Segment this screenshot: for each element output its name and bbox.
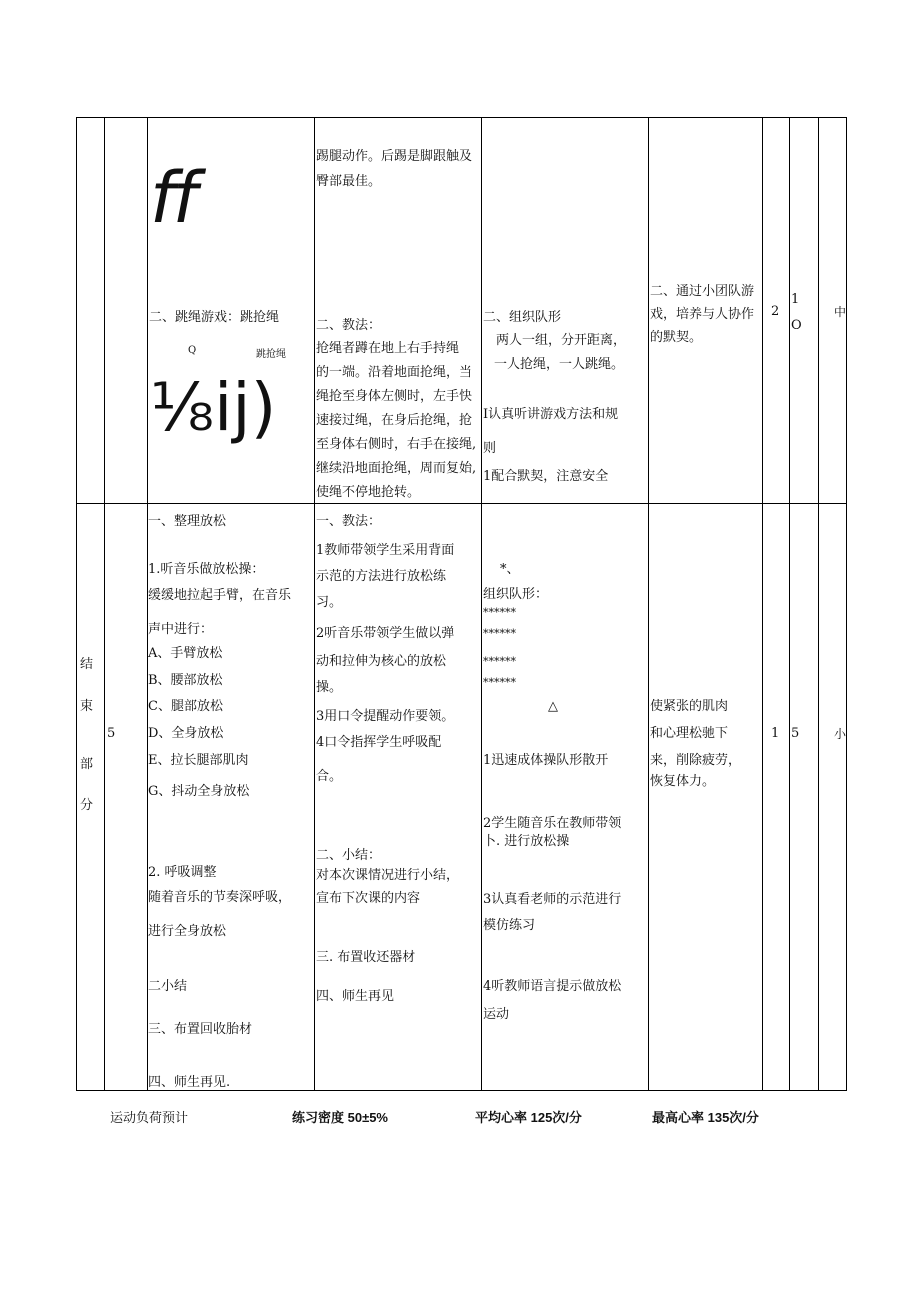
average-heart-rate: 平均心率 125次/分 [475,1110,582,1125]
intensity: 小 [834,727,847,741]
method-line: 2听音乐带领学生做以弹 [316,626,455,641]
org-line: 两人一组，分开距离， [496,333,627,348]
content-line: B、腰部放松 [148,673,223,688]
content-line: 四、师生再见. [148,1075,231,1090]
org-line: 1迅速成体操队形散开 [483,753,609,768]
content-line: 进行全身放松 [148,924,227,939]
method-line: 操。 [316,680,343,695]
org-line: 1配合默契，注意安全 [483,469,609,484]
method-line: 习。 [316,595,343,610]
max-heart-rate: 最高心率 135次/分 [652,1110,759,1125]
group-count: 1 [771,726,780,741]
section-char: 分 [80,798,94,813]
content-line: 随着音乐的节奏深呼吸， [148,890,292,905]
method-line: 一、教法： [316,514,382,529]
org-line: 组织队形： [483,587,549,602]
goal-line: 来，削除疲劳， [650,753,742,768]
org-line: 运动 [483,1007,510,1022]
goal-line: 二、通过小团队游 [650,284,755,299]
method-line: 绳抢至身体左侧时，左手快 [316,389,473,404]
content-line: 二小结 [148,979,188,994]
content-line: 缓缓地拉起手臂，在音乐 [148,588,292,603]
method-line: 至身体右侧时，右手在接绳, [316,437,477,452]
content-line: 一、整理放松 [148,514,227,529]
org-line: 一人抢绳，一人跳绳。 [494,357,625,372]
method-line: 继续沿地面抢绳，周而复始, [316,461,477,476]
method-line: 的一端。沿着地面抢绳，当 [316,365,473,380]
method-line: 1教师带领学生采用背面 [316,543,455,558]
goal-line: 恢复体力。 [650,774,716,789]
method-line: 臀部最佳。 [316,174,382,189]
section-char: 结 [80,657,94,672]
content-line: 三、布置回收胎材 [148,1022,253,1037]
image-glyph-top: ff [150,157,196,239]
formation-row: ****** [483,655,516,668]
section-char: 部 [80,757,94,772]
method-line: 对本次课情况进行小结， [316,868,460,883]
content-line: D、全身放松 [148,726,224,741]
section-time: 5 [107,726,116,741]
formation-row: ****** [483,606,516,619]
group-count: 2 [771,304,780,319]
method-line: 三. 布置收还器材 [316,950,416,965]
formation-row: ****** [483,676,516,689]
image-glyph-bottom: ⅛ij) [150,369,277,446]
content-line: 声中进行： [148,622,214,637]
org-line: 3认真看老师的示范进行 [483,892,622,907]
time-bottom: O [791,318,802,333]
method-line: 踢腿动作。后踢是脚跟触及 [316,149,473,164]
intensity: 中 [834,305,847,319]
org-line: 2学生随音乐在教师带领 [483,816,622,831]
org-line: 模仿练习 [483,918,536,933]
section-char: 束 [80,699,94,714]
goal-line: 的默契。 [650,330,703,345]
practice-density: 练习密度 50±5% [292,1110,388,1125]
method-line: 动和拉伸为核心的放松 [316,654,447,669]
image-label-jump: 跳抢绳 [256,349,286,360]
method-line: 速接过绳，在身后抢绳，抢 [316,413,473,428]
method-line: 使绳不停地抢转。 [316,485,421,500]
method-line: 二、教法： [316,318,382,333]
game-title: 二、跳绳游戏：跳抢绳 [149,310,280,325]
content-line: 2. 呼吸调整 [148,865,217,880]
time-top: 1 [791,292,800,307]
content-line: C、腿部放松 [148,699,223,714]
org-line: 则 [483,441,497,456]
goal-line: 使紧张的肌肉 [650,699,729,714]
time: 5 [791,726,800,741]
org-line: *、 [500,562,520,577]
method-line: 抢绳者蹲在地上右手持绳 [316,341,460,356]
method-line: 4口令指挥学生呼吸配 [316,735,442,750]
method-line: 3用口令提醒动作要领。 [316,709,455,724]
content-line: E、拉长腿部肌肉 [148,753,249,768]
formation-row: ****** [483,627,516,640]
org-line: 二、组织队形 [483,310,562,325]
load-label: 运动负荷预计 [110,1110,189,1125]
content-line: G、抖动全身放松 [148,784,250,799]
org-line: 4听教师语言提示做放松 [483,979,622,994]
method-line: 示范的方法进行放松练 [316,569,447,584]
method-line: 合。 [316,769,343,784]
org-line: I认真听讲游戏方法和规 [483,407,619,422]
content-line: 1.听音乐做放松操： [148,562,265,577]
teacher-triangle: △ [548,699,558,714]
method-line: 宣布下次课的内容 [316,891,421,906]
org-line: 卜. 进行放松操 [483,834,570,849]
image-label-q: Q [188,345,197,356]
goal-line: 和心理松驰下 [650,726,729,741]
goal-line: 戏，培养与人协作 [650,307,755,322]
method-line: 二、小结： [316,848,382,863]
content-line: A、手臂放松 [148,646,223,661]
method-line: 四、师生再见 [316,989,395,1004]
